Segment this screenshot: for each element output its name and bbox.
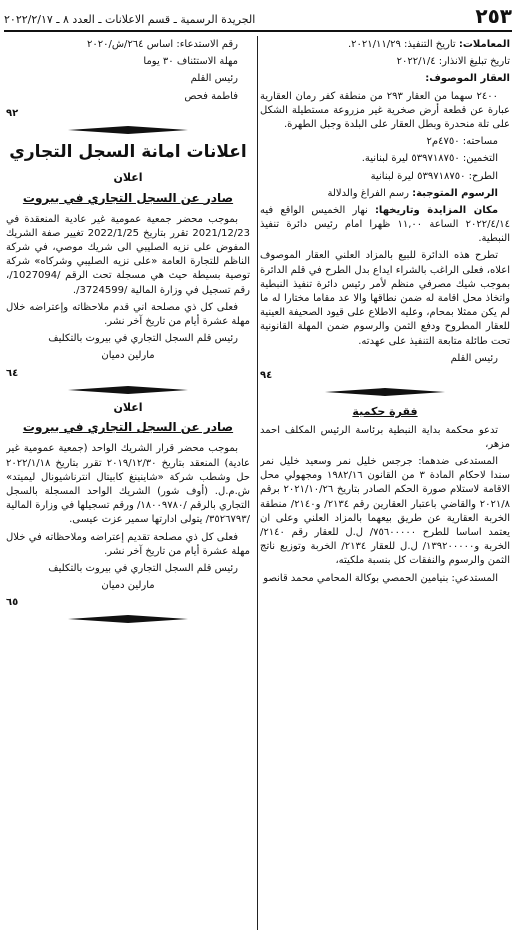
- appeal-period: مهلة الاستئناف ٣٠ يوما: [143, 56, 238, 68]
- ad-body: بموجب محضر قرار الشريك الواحد (جمعية عمومية غير عادية) المنعقد بتاريخ ٢٠١٩/١٢/٣٠ تقرر بتاريخ ٢٠٢٢/١/١٨ حل وشطب شركة «شاينينغ كابيتال انترناشيونال ليميتد» ش.م.ل. (أوف شور) الشريك الواحد المسجلة بالسجل التجاري بالرقم /١٨٠٠٩٧٨٠/ ورقم تسجيلها في وزارة المالية /٣٥٢٦٧٩٣/ يتولى ادارتها سمير عزت عيسى.: [6, 443, 250, 526]
- transactions-line: المعاملات: تاريخ التنفيذ: ٢٠٢١/١١/٢٩.: [347, 39, 510, 50]
- signature-title: رئيس القلم: [190, 73, 238, 85]
- ad-signature-title: رئيس قلم السجل التجاري في بيروت بالتكليف: [48, 562, 238, 574]
- fiqra-intro: تدعو محكمة بداية النبطية برئاسة الرئيس المكلف احمد مزهر،: [260, 424, 510, 450]
- notice-number: ٩٢: [6, 107, 19, 119]
- auction-line: مكان المزايدة وتاريخها: نهار الخميس الواقع فيه ٢٠٢٢/٤/١٤ الساعة ١١,٠٠ ظهرا امام رئيس دائرة تنفيذ النبطية.: [260, 204, 510, 245]
- ad-source: صادر عن السجل التجاري في بيروت: [22, 420, 234, 435]
- fiqra-body: المستدعى ضدهما: جرجس خليل نمر وسعيد خليل نمر سندا لاحكام المادة ٣ من القانون ١٩٨٢/١٦ ومجهولي محل الاقامة لاستلام صورة الحكم الصادر بتاريخ ٢٠٢١/١٠/٢٦ برقم ٢٠٢١/٨ والقاضي باعتبار العقارين رقم ٢١٣٤/ و٢١٤٠/ منطقة الخربة العقارية عن طريق بيعهما بالمزاد العلني وعلى ان يعتمد اساسا للطرح ٧٥٦٠٠٠٠٠/ ل.ل للعقار رقم ٢١٤٠/ الخربة و١٣٩٢٠٠٠٠٠/ ل.ل للعقار ٢١٣٤/ الخربة وتوزيع ناتج الثمن والرسوم والنفقات كل بنسبة ملكيته،: [260, 456, 510, 567]
- separator-ornament: [6, 386, 250, 394]
- valuation-line: التخمين: ٥٣٩٧١٨٧٥٠ ليرة لبنانية.: [361, 153, 498, 165]
- section-title: اعلانات امانة السجل التجاري: [9, 141, 247, 162]
- separator-ornament: [6, 615, 250, 623]
- column-divider: [257, 36, 258, 930]
- right-column: [260, 38, 510, 932]
- page-header: [4, 4, 512, 32]
- ad-body: بموجب محضر جمعية عمومية غير عادية المنعقدة في 2021/12/23 تقرر بتاريخ 2022/1/25 تغيير صفة الشريك المفوض على نزيه الصليبي الى شريك موصي، في شركة الناظم للتجارة العامة «على نزيه الصليبي وشركاه» شركة توصية بسيطة حيث هي مسجلة تحت الرقم /1027094/، رقم تسجيل في وزارة المالية /3724599/.: [6, 213, 250, 296]
- fiqra-applicant: المستدعي: بنيامين الحمصي بوكالة المحامي محمد قانصو: [263, 572, 498, 584]
- auction-signature: رئيس القلم: [450, 352, 498, 364]
- ad-signature-name: مارلين دميان: [101, 580, 155, 592]
- separator-ornament: [6, 126, 250, 134]
- left-column: [6, 38, 250, 932]
- separator-ornament: [260, 388, 510, 396]
- auction-body: تطرح هذه الدائرة للبيع بالمزاد العلني العقار الموصوف اعلاه، فعلى الراغب بالشراء ايداع بدل الطرح في قلم الدائرة بموجب شيك مصرفي منظم لأمر رئيس دائرة تنفيذ النبطية واتخاذ محل اقامة له ضمن نطاقها والا عد مقاما مختارا له ما لم يكن ممثلا بمحام، وعليه الاطلاع على قيود الصحيفة العينية للعقار المطروح ودفع الثمن والرسوم ضمن المهلة القانونية تحت طائلة متابعة التنفيذ على عهدته.: [260, 250, 510, 347]
- ad-objection: فعلى كل ذي مصلحة تقديم إعتراضه وملاحظاته في خلال مهلة عشرة أيام من تاريخ آخر نشر.: [6, 531, 250, 557]
- signature-name: فاطمة فحص: [184, 90, 238, 102]
- fiqra-title: فقرة حكمية: [352, 405, 418, 419]
- journal-title: الجريدة الرسمية ـ قسم الاعلانات ـ العدد ٨ ـ ٢٠٢٢/٢/١٧: [4, 13, 256, 27]
- request-number: رقم الاستدعاء: اساس ٢٦٤/ش/٢٠٢٠: [87, 39, 238, 50]
- warning-date-line: تاريخ تبليغ الانذار: ٢٠٢٢/١/٤: [396, 56, 510, 68]
- property-text: ٢٤٠٠ سهما من العقار ٢٩٣ من منطقة كفر رمان العقارية عبارة عن قطعة أرض صخرية غير مزروعة مستطيلة الشكل على تلة منحدرة وبطل العقار على البلدة وجبل الطهرة.: [260, 90, 510, 130]
- notice-number: ٩٤: [260, 369, 273, 381]
- fees-line: الرسوم المتوجبة: رسم الفراغ والدلالة: [327, 187, 498, 199]
- notice-number: ٦٤: [6, 367, 19, 379]
- ad-heading: اعلان: [113, 400, 143, 414]
- ad-source: صادر عن السجل التجاري في بيروت: [22, 190, 234, 205]
- ad-heading: اعلان: [113, 171, 143, 185]
- ad-signature-title: رئيس قلم السجل التجاري في بيروت بالتكليف: [48, 333, 238, 345]
- ad-objection: فعلى كل ذي مصلحة اني قدم ملاحظاته وإعتراضه خلال مهلة عشرة أيام من تاريخ آخر نشر.: [6, 301, 250, 328]
- property-label: العقار الموصوف:: [425, 73, 510, 85]
- area-line: مساحته: ٤٧٥٠م٢: [426, 136, 498, 148]
- ad-signature-name: مارلين دميان: [101, 350, 155, 362]
- offer-line: الطرح: ٥٣٩٧١٨٧٥٠ ليرة لبنانية: [370, 170, 498, 182]
- notice-number: ٦٥: [6, 597, 19, 609]
- page-number: ٢٥٣: [475, 3, 512, 28]
